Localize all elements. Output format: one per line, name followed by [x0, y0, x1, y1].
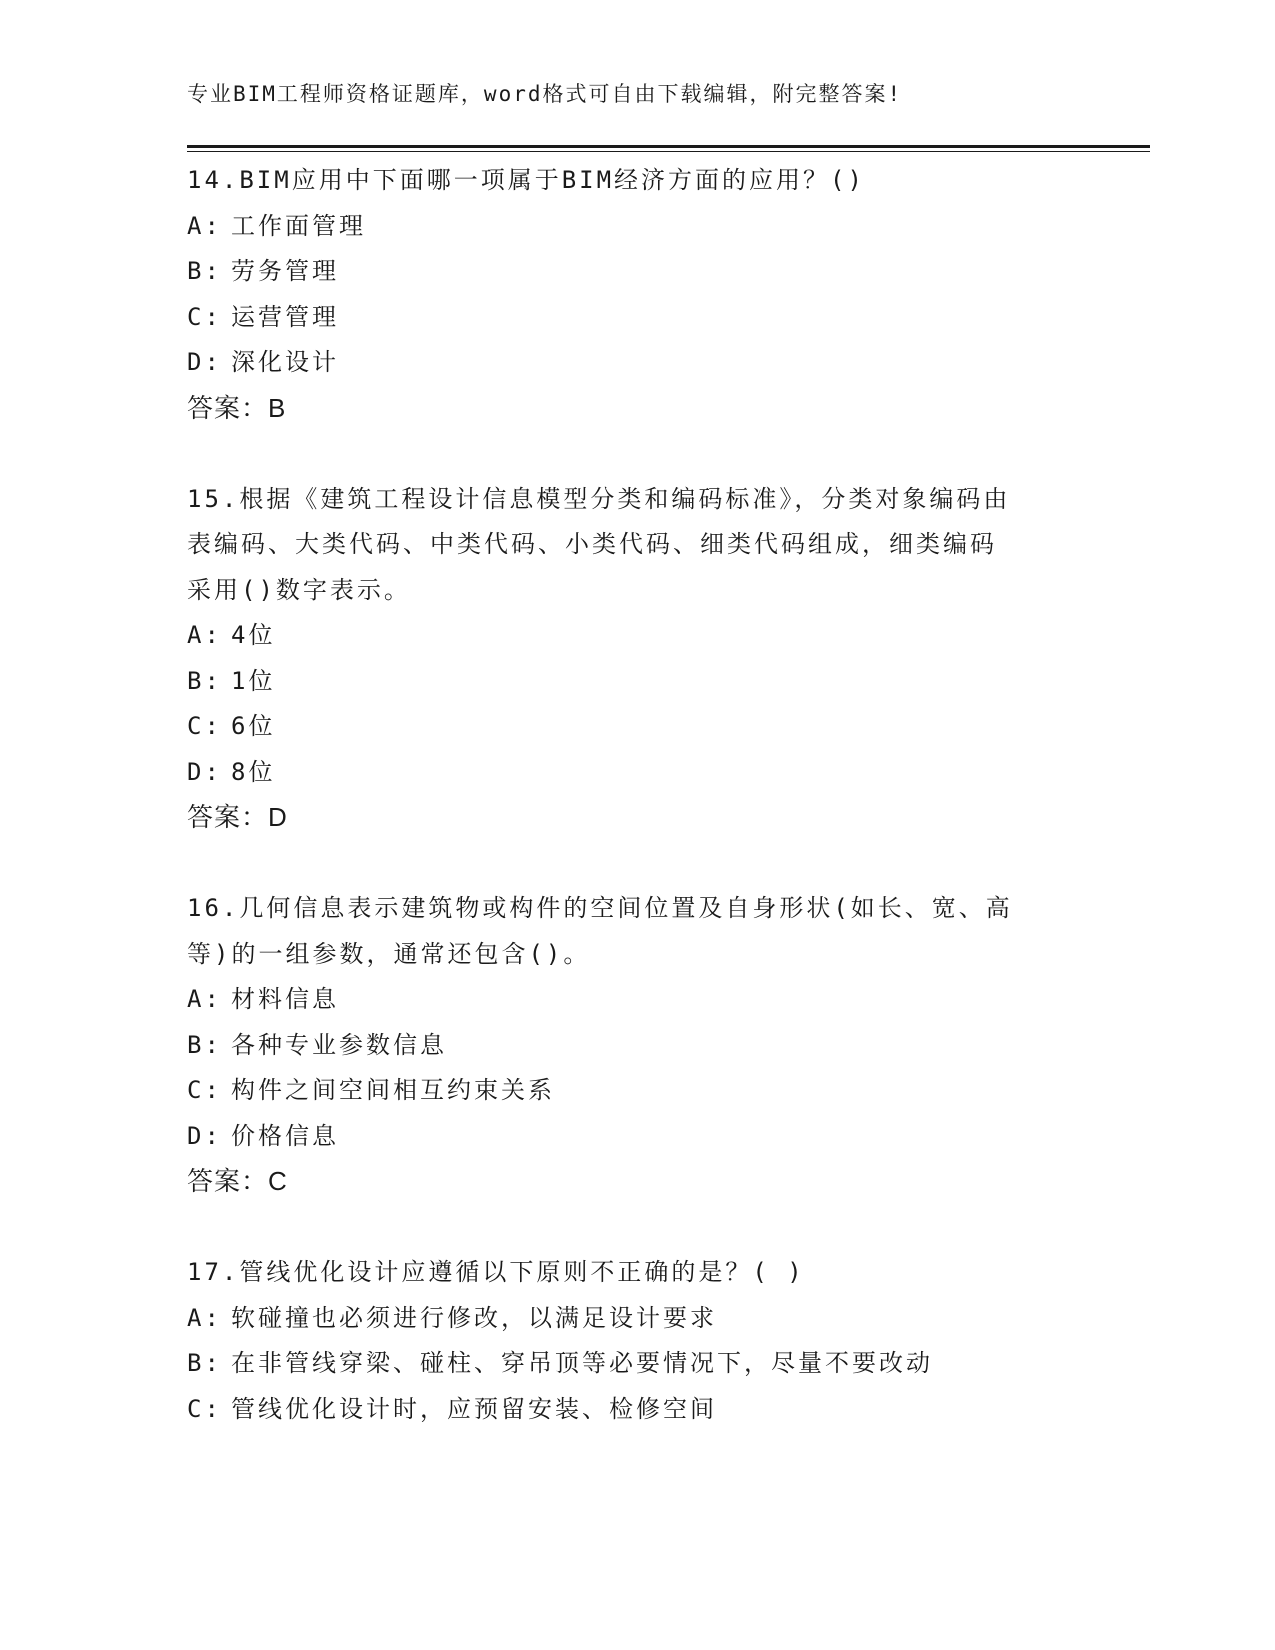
option-letter: A: [187, 1303, 222, 1332]
option-text: 深化设计 [231, 348, 339, 376]
option-d [187, 1114, 1087, 1160]
option-d [187, 750, 1087, 796]
option-letter: A: [187, 621, 222, 649]
option-text: 劳务管理 [231, 257, 339, 285]
option-text: 工作面管理 [231, 211, 366, 240]
header-rule-thick [187, 145, 1150, 148]
answer: 答案：B [187, 392, 287, 423]
option-a [187, 1296, 1087, 1342]
option-text: 管线优化设计时，应预留安装、检修空间 [231, 1394, 717, 1423]
option-letter: C: [187, 712, 222, 740]
page-header: 专业BIM工程师资格证题库，word格式可自由下载编辑，附完整答案! [187, 82, 903, 106]
spacer [187, 841, 1087, 887]
option-letter: B: [187, 1349, 222, 1377]
option-text: 材料信息 [231, 985, 339, 1013]
header-rule-thin [187, 151, 1150, 152]
option-text: 1位 [231, 666, 276, 695]
option-text: 6位 [231, 712, 276, 740]
question-text: 等)的一组参数，通常还包含()。 [187, 939, 591, 968]
question-block [187, 158, 1087, 431]
option-letter: A: [187, 211, 222, 240]
option-text: 软碰撞也必须进行修改，以满足设计要求 [231, 1303, 717, 1332]
option-b [187, 1341, 1087, 1387]
option-text: 构件之间空间相互约束关系 [231, 1076, 555, 1104]
question-text: 16.几何信息表示建筑物或构件的空间位置及自身形状(如长、宽、高 [187, 894, 1013, 922]
option-letter: C: [187, 1076, 222, 1104]
option-a [187, 977, 1087, 1023]
option-letter: B: [187, 666, 222, 695]
option-b [187, 1023, 1087, 1069]
option-text: 4位 [231, 621, 276, 649]
option-text: 各种专业参数信息 [231, 1030, 447, 1059]
question-block [187, 1250, 1087, 1432]
option-c [187, 1387, 1087, 1433]
option-text: 运营管理 [231, 302, 339, 331]
option-letter: C: [187, 1394, 222, 1423]
option-d [187, 340, 1087, 386]
option-letter: B: [187, 1030, 222, 1059]
option-b [187, 659, 1087, 705]
option-letter: D: [187, 1121, 222, 1150]
option-letter: D: [187, 757, 222, 786]
option-a [187, 613, 1087, 659]
option-letter: C: [187, 302, 222, 331]
option-text: 在非管线穿梁、碰柱、穿吊顶等必要情况下，尽量不要改动 [231, 1349, 933, 1377]
option-c [187, 295, 1087, 341]
option-c [187, 1068, 1087, 1114]
question-text: 采用()数字表示。 [187, 575, 411, 604]
answer: 答案：C [187, 1166, 288, 1196]
option-text: 8位 [231, 757, 276, 786]
question-text: 14.BIM应用中下面哪一项属于BIM经济方面的应用？() [187, 166, 865, 194]
answer: 答案：D [187, 802, 288, 832]
question-block [187, 477, 1087, 841]
question-text: 15.根据《建筑工程设计信息模型分类和编码标准》，分类对象编码由 [187, 484, 1011, 513]
option-c [187, 704, 1087, 750]
option-letter: A: [187, 985, 222, 1013]
option-b [187, 249, 1087, 295]
option-a [187, 204, 1087, 250]
spacer [187, 431, 1087, 477]
question-text: 17.管线优化设计应遵循以下原则不正确的是？( ) [187, 1258, 805, 1286]
question-text: 表编码、大类代码、中类代码、小类代码、细类代码组成，细类编码 [187, 530, 997, 558]
question-block [187, 886, 1087, 1205]
option-letter: B: [187, 257, 222, 285]
spacer [187, 1205, 1087, 1251]
option-text: 价格信息 [231, 1121, 339, 1150]
option-letter: D: [187, 348, 222, 376]
question-list [187, 158, 1087, 1432]
